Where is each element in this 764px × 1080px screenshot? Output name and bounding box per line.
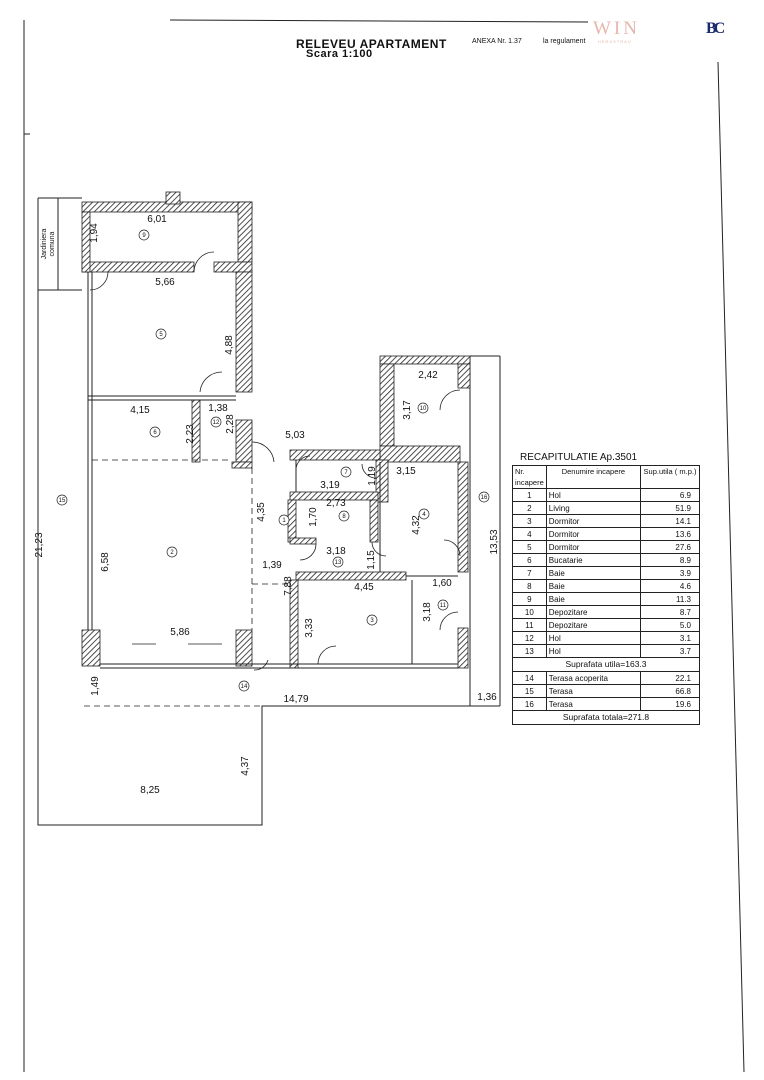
dimension-labels bbox=[130, 214, 497, 796]
room-number: 1 bbox=[282, 518, 286, 524]
col-name-header: Denumire incapere bbox=[546, 466, 640, 489]
table-row bbox=[513, 632, 700, 645]
dim-label: 7,88 bbox=[283, 576, 294, 596]
dim-label: 1,38 bbox=[208, 403, 228, 414]
dim-label: 1,39 bbox=[262, 560, 282, 571]
cell-nr: 5 bbox=[513, 541, 547, 554]
dim-label: 5,86 bbox=[170, 627, 190, 638]
cell-area: 22.1 bbox=[641, 672, 700, 685]
dim-label: 6,01 bbox=[147, 214, 167, 225]
room-number: 6 bbox=[153, 430, 157, 436]
table-row bbox=[513, 672, 700, 685]
table-row bbox=[513, 567, 700, 580]
annex-label: ANEXA Nr. 1.37 bbox=[472, 38, 522, 45]
dim-label: 14,79 bbox=[283, 694, 309, 705]
dim-label: 5,66 bbox=[155, 277, 175, 288]
cell-area: 11.3 bbox=[641, 593, 700, 606]
col-area-header: Sup.utila ( m.p.) bbox=[641, 466, 700, 489]
cell-area: 3.7 bbox=[641, 645, 700, 658]
cell-nr: 4 bbox=[513, 528, 547, 541]
table-header-row bbox=[513, 466, 700, 489]
dim-label: 3,15 bbox=[396, 466, 416, 477]
table-row bbox=[513, 698, 700, 711]
room-number: 10 bbox=[419, 406, 427, 412]
dimension-labels-vertical bbox=[34, 223, 500, 776]
cell-area: 8.7 bbox=[641, 606, 700, 619]
table-row bbox=[513, 619, 700, 632]
cell-nr: 11 bbox=[513, 619, 547, 632]
dim-label: 3,18 bbox=[326, 546, 346, 557]
room-number: 12 bbox=[212, 420, 220, 426]
frame-right-line bbox=[718, 62, 744, 1072]
grand-total: Suprafata totala=271.8 bbox=[513, 711, 700, 725]
scale-label: Scara 1:100 bbox=[306, 48, 373, 58]
cell-name: Depozitare bbox=[546, 619, 640, 632]
terrace-outline bbox=[38, 198, 470, 825]
cell-name: Baie bbox=[546, 580, 640, 593]
dim-label: 6,58 bbox=[100, 552, 111, 572]
recap-title: RECAPITULATIE Ap.3501 bbox=[520, 452, 638, 463]
cell-area: 66.8 bbox=[641, 685, 700, 698]
dim-label: 8,25 bbox=[140, 785, 160, 796]
cell-nr: 10 bbox=[513, 606, 547, 619]
dim-label: 1,60 bbox=[432, 578, 452, 589]
cell-area: 5.0 bbox=[641, 619, 700, 632]
cell-name: Dormitor bbox=[546, 515, 640, 528]
dim-label: 1,19 bbox=[367, 466, 378, 486]
cell-name: Hol bbox=[546, 489, 640, 502]
room-number: 7 bbox=[344, 470, 348, 476]
cell-name: Terasa bbox=[546, 698, 640, 711]
cell-name: Terasa acoperita bbox=[546, 672, 640, 685]
bc-logo: BC bbox=[706, 20, 723, 37]
frame-top-line bbox=[170, 20, 588, 22]
cell-name: Dormitor bbox=[546, 528, 640, 541]
cell-area: 3.9 bbox=[641, 567, 700, 580]
dim-label: 4,15 bbox=[130, 405, 150, 416]
cell-area: 27.6 bbox=[641, 541, 700, 554]
dim-label: 1,94 bbox=[89, 223, 100, 243]
table-row bbox=[513, 554, 700, 567]
table-row bbox=[513, 502, 700, 515]
dim-label: 3,17 bbox=[402, 400, 413, 420]
svg-text:comuna: comuna bbox=[49, 231, 56, 257]
dim-label: 1,36 bbox=[477, 692, 497, 703]
cell-area: 6.9 bbox=[641, 489, 700, 502]
room-number: 8 bbox=[342, 514, 346, 520]
dashed-lines bbox=[84, 460, 458, 706]
cell-nr: 1 bbox=[513, 489, 547, 502]
cell-nr: 14 bbox=[513, 672, 547, 685]
grand-total-row bbox=[513, 711, 700, 725]
table-row bbox=[513, 580, 700, 593]
dim-label: 1,49 bbox=[90, 676, 101, 696]
dim-label: 3,19 bbox=[320, 480, 340, 491]
dim-label: 1,70 bbox=[308, 507, 319, 527]
dim-label: 3,33 bbox=[304, 618, 315, 638]
dim-label: 4,88 bbox=[224, 335, 235, 355]
dim-label: 21,23 bbox=[34, 532, 45, 558]
cell-name: Depozitare bbox=[546, 606, 640, 619]
cell-area: 3.1 bbox=[641, 632, 700, 645]
cell-area: 8.9 bbox=[641, 554, 700, 567]
cell-name: Bucatarie bbox=[546, 554, 640, 567]
dim-label: 2,73 bbox=[326, 498, 346, 509]
table-row bbox=[513, 645, 700, 658]
col-nr-header: Nr. incapere bbox=[513, 466, 547, 489]
cell-nr: 9 bbox=[513, 593, 547, 606]
room-number: 4 bbox=[422, 512, 426, 518]
cell-name: Baie bbox=[546, 593, 640, 606]
dim-label: 2,28 bbox=[225, 414, 236, 434]
cell-nr: 8 bbox=[513, 580, 547, 593]
dim-label: 2,23 bbox=[185, 424, 196, 444]
dim-label: 4,37 bbox=[240, 756, 251, 776]
dim-label: 13,53 bbox=[489, 529, 500, 555]
room-number: 9 bbox=[142, 233, 146, 239]
room-number: 15 bbox=[58, 498, 66, 504]
room-number: 14 bbox=[240, 684, 248, 690]
table-row bbox=[513, 593, 700, 606]
dim-label: 2,42 bbox=[418, 370, 438, 381]
cell-nr: 13 bbox=[513, 645, 547, 658]
cell-nr: 16 bbox=[513, 698, 547, 711]
table-row bbox=[513, 515, 700, 528]
cell-name: Terasa bbox=[546, 685, 640, 698]
dim-label: 4,35 bbox=[256, 502, 267, 522]
win-logo: WIN bbox=[593, 18, 640, 39]
cell-name: Baie bbox=[546, 567, 640, 580]
cell-name: Hol bbox=[546, 645, 640, 658]
cell-area: 4.6 bbox=[641, 580, 700, 593]
table-row bbox=[513, 489, 700, 502]
util-total: Suprafata utila=163.3 bbox=[513, 658, 700, 672]
cell-area: 51.9 bbox=[641, 502, 700, 515]
room-number: 3 bbox=[370, 618, 374, 624]
room-number: 2 bbox=[170, 550, 174, 556]
cell-nr: 3 bbox=[513, 515, 547, 528]
cell-area: 14.1 bbox=[641, 515, 700, 528]
dim-label: 3,18 bbox=[422, 602, 433, 622]
room-number: 16 bbox=[480, 495, 488, 501]
page-title: RELEVEU APARTAMENT bbox=[296, 37, 447, 51]
regulation-label: la regulament bbox=[543, 38, 586, 45]
table-row bbox=[513, 685, 700, 698]
cell-nr: 6 bbox=[513, 554, 547, 567]
cell-nr: 12 bbox=[513, 632, 547, 645]
room-number: 5 bbox=[159, 332, 163, 338]
dim-label: 4,32 bbox=[411, 515, 422, 535]
cell-name: Hol bbox=[546, 632, 640, 645]
room-number: 11 bbox=[439, 603, 447, 609]
dim-label: 4,45 bbox=[354, 582, 374, 593]
util-total-row bbox=[513, 658, 700, 672]
table-row bbox=[513, 541, 700, 554]
table-row bbox=[513, 606, 700, 619]
recap-table bbox=[512, 465, 700, 725]
cell-area: 13.6 bbox=[641, 528, 700, 541]
cell-nr: 2 bbox=[513, 502, 547, 515]
dim-label: 5,03 bbox=[285, 430, 305, 441]
room-number: 13 bbox=[334, 560, 342, 566]
cell-nr: 15 bbox=[513, 685, 547, 698]
jardiniera-label bbox=[41, 229, 56, 260]
cell-name: Dormitor bbox=[546, 541, 640, 554]
table-row bbox=[513, 528, 700, 541]
dim-label: 1,15 bbox=[366, 550, 377, 570]
svg-text:Jardiniera: Jardiniera bbox=[41, 228, 48, 260]
cell-nr: 7 bbox=[513, 567, 547, 580]
cell-area: 19.6 bbox=[641, 698, 700, 711]
cell-name: Living bbox=[546, 502, 640, 515]
win-logo-sub: HERASTRAU bbox=[598, 39, 632, 44]
